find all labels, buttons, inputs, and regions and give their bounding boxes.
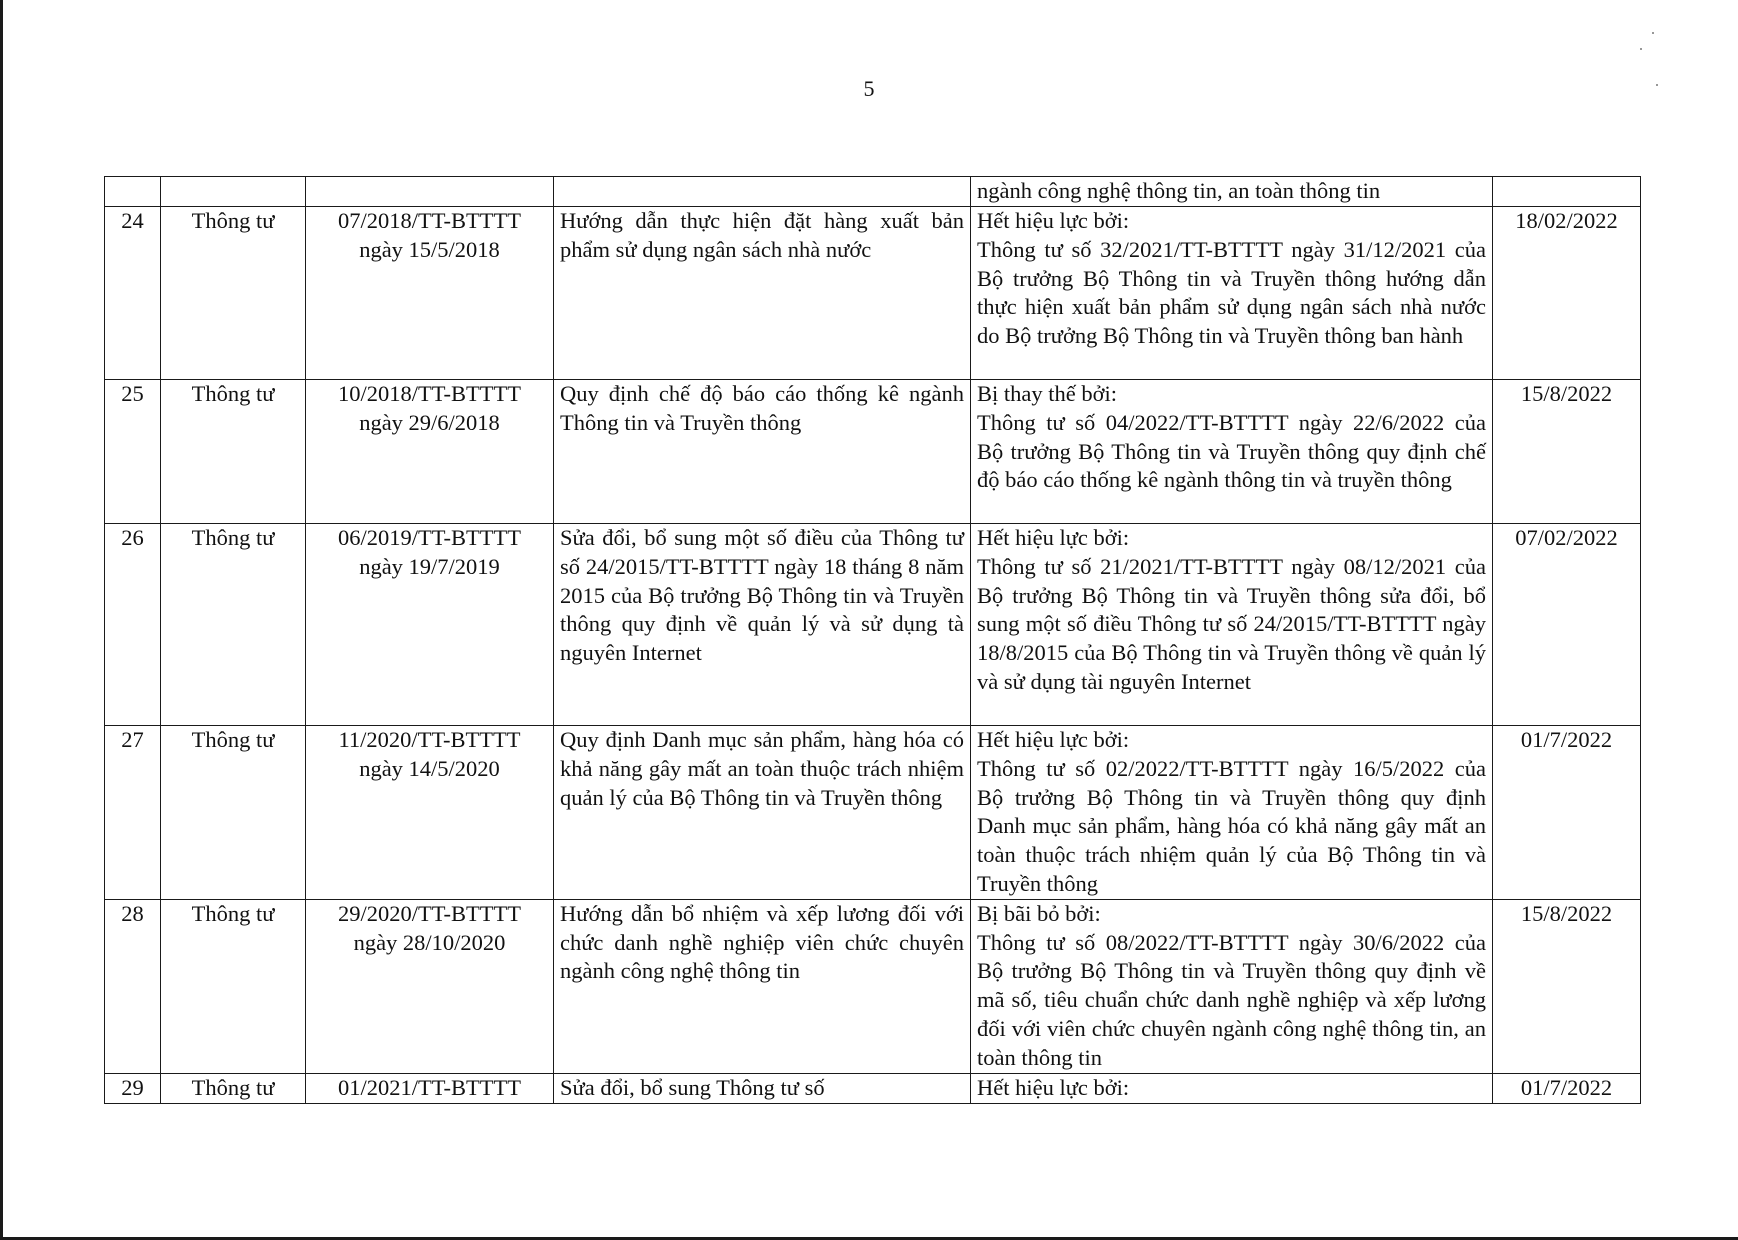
- row-number: 24: [121, 208, 144, 233]
- reason-label: Bị bãi bỏ bởi:: [977, 900, 1101, 926]
- document-title: Quy định chế độ báo cáo thống kê ngành Thông tin và Truyền thông: [560, 381, 964, 435]
- document-type: Thông tư: [191, 727, 275, 752]
- cell-no: [105, 207, 161, 380]
- cell-number: [306, 1073, 554, 1103]
- document-number: 10/2018/TT-BTTTT: [338, 381, 521, 406]
- cell-title: [554, 177, 971, 207]
- table-row: [105, 207, 1641, 380]
- cell-title: [554, 899, 971, 1073]
- cell-type: [161, 899, 306, 1073]
- row-number: 27: [121, 727, 144, 752]
- table-row: [105, 1073, 1641, 1103]
- issue-date: ngày 29/6/2018: [359, 409, 500, 435]
- document-number: 29/2020/TT-BTTTT: [338, 900, 521, 926]
- cell-reason: [971, 726, 1493, 900]
- cell-title: [554, 726, 971, 900]
- reason-label: Bị thay thế bởi:: [977, 381, 1118, 406]
- row-number: 29: [121, 1074, 144, 1100]
- cell-number: [306, 207, 554, 380]
- cell-no: [105, 726, 161, 900]
- reason-text: Thông tư số 08/2022/TT-BTTTT ngày 30/6/2022 của Bộ trưởng Bộ Thông tin và Truyền thông quy định về mã số, tiêu chuẩn chức danh nghề nghiệp và xếp lương đối với viên chức chuyên ngành công nghệ thông tin, an toàn thông tin: [977, 929, 1486, 1070]
- document-type: Thông tư: [191, 900, 275, 926]
- cell-date: [1493, 177, 1641, 207]
- effective-date: 18/02/2022: [1515, 208, 1618, 233]
- cell-number: [306, 899, 554, 1073]
- table-row: [105, 380, 1641, 524]
- cell-type: [161, 726, 306, 900]
- cell-reason: [971, 524, 1493, 726]
- reason-text: Thông tư số 02/2022/TT-BTTTT ngày 16/5/2022 của Bộ trưởng Bộ Thông tin và Truyền thông quy định Danh mục sản phẩm, hàng hóa có khả năng gây mất an toàn thuộc trách nhiệm quản lý của Bộ Thông tin và Truyền thông: [977, 755, 1486, 896]
- cell-title: [554, 207, 971, 380]
- reason-text: Thông tư số 21/2021/TT-BTTTT ngày 08/12/2021 của Bộ trưởng Bộ Thông tin và Truyền thông sửa đổi, bổ sung một số điều Thông tư số 24/2015/TT-BTTTT ngày 18/8/2015 của Bộ Thông tin và Truyền thông về quản lý và sử dụng tài nguyên Internet: [977, 553, 1486, 694]
- reason-label: Hết hiệu lực bởi:: [977, 208, 1130, 233]
- document-title: Sửa đổi, bổ sung Thông tư số: [560, 1074, 825, 1100]
- row-number: 26: [121, 525, 144, 550]
- cell-no: [105, 380, 161, 524]
- cell-type: [161, 524, 306, 726]
- issue-date: ngày 19/7/2019: [359, 553, 500, 579]
- cell-date: [1493, 524, 1641, 726]
- reason-text: Thông tư số 32/2021/TT-BTTTT ngày 31/12/2021 của Bộ trưởng Bộ Thông tin và Truyền thông hướng dẫn thực hiện xuất bản phẩm sử dụng ngân sách nhà nước do Bộ trưởng Bộ Thông tin và Truyền thông ban hành: [977, 236, 1486, 349]
- document-type: Thông tư: [191, 208, 275, 233]
- cell-date: [1493, 726, 1641, 900]
- document-number: 01/2021/TT-BTTTT: [338, 1074, 521, 1100]
- reason-text: Thông tư số 04/2022/TT-BTTTT ngày 22/6/2022 của Bộ trưởng Bộ Thông tin và Truyền thông quy định chế độ báo cáo thống kê ngành thông tin và truyền thông: [977, 409, 1486, 493]
- table-row-continuation: [105, 177, 1641, 207]
- effective-date: 01/7/2022: [1520, 1074, 1613, 1100]
- document-title: Hướng dẫn bổ nhiệm và xếp lương đối với chức danh nghề nghiệp viên chức chuyên ngành công nghệ thông tin: [560, 900, 964, 984]
- issue-date: ngày 15/5/2018: [359, 236, 500, 262]
- cell-date: [1493, 380, 1641, 524]
- effective-date: 15/8/2022: [1520, 381, 1613, 406]
- reason-label: Hết hiệu lực bởi:: [977, 525, 1130, 550]
- cell-reason: [971, 207, 1493, 380]
- issue-date: ngày 14/5/2020: [359, 755, 500, 781]
- cell-number: [306, 177, 554, 207]
- cell-number: [306, 524, 554, 726]
- cell-reason: [971, 380, 1493, 524]
- effective-date: 01/7/2022: [1520, 727, 1613, 752]
- effective-date: 07/02/2022: [1515, 525, 1618, 550]
- cell-no: [105, 1073, 161, 1103]
- document-type: Thông tư: [191, 1074, 275, 1100]
- reason-label: Hết hiệu lực bởi:: [977, 727, 1130, 752]
- document-type: Thông tư: [191, 381, 275, 406]
- cell-no: [105, 524, 161, 726]
- cell-reason: [971, 1073, 1493, 1103]
- legal-documents-table: [104, 176, 1641, 1104]
- issue-date: ngày 28/10/2020: [353, 929, 506, 955]
- cell-title: [554, 380, 971, 524]
- cell-type: [161, 177, 306, 207]
- document-number: 07/2018/TT-BTTTT: [338, 208, 521, 233]
- cell-number: [306, 380, 554, 524]
- cell-date: [1493, 899, 1641, 1073]
- cell-reason: [971, 899, 1493, 1073]
- cell-no: [105, 899, 161, 1073]
- cell-title: [554, 524, 971, 726]
- reason-label: Hết hiệu lực bởi:: [977, 1074, 1130, 1100]
- page-number: 5: [863, 76, 875, 101]
- document-title: Quy định Danh mục sản phẩm, hàng hóa có khả năng gây mất an toàn thuộc trách nhiệm quản lý của Bộ Thông tin và Truyền thông: [560, 727, 964, 810]
- cell-date: [1493, 1073, 1641, 1103]
- document-title: Hướng dẫn thực hiện đặt hàng xuất bản phẩm sử dụng ngân sách nhà nước: [560, 208, 964, 262]
- cell-type: [161, 207, 306, 380]
- cell-title: [554, 1073, 971, 1103]
- cell-type: [161, 380, 306, 524]
- table-row: [105, 726, 1641, 900]
- document-number: 11/2020/TT-BTTTT: [338, 727, 521, 752]
- effective-date: 15/8/2022: [1520, 900, 1613, 926]
- document-number: 06/2019/TT-BTTTT: [338, 525, 521, 550]
- cell-reason-tail: ngành công nghệ thông tin, an toàn thông tin: [971, 177, 1493, 207]
- scan-speck: [1640, 48, 1642, 50]
- table-row: [105, 899, 1641, 1073]
- row-number: 28: [121, 900, 144, 926]
- cell-number: [306, 726, 554, 900]
- scan-speck: [1652, 32, 1654, 34]
- document-title: Sửa đổi, bổ sung một số điều của Thông tư số 24/2015/TT-BTTTT ngày 18 tháng 8 năm 2015 của Bộ trưởng Bộ Thông tin và Truyền thông quy định về quản lý và sử dụng tà nguyên Internet: [560, 525, 964, 666]
- cell-no: [105, 177, 161, 207]
- row-number: 25: [121, 381, 144, 406]
- document-type: Thông tư: [191, 525, 275, 550]
- scan-left-edge: [0, 0, 3, 1240]
- cell-type: [161, 1073, 306, 1103]
- table-row: [105, 524, 1641, 726]
- cell-date: [1493, 207, 1641, 380]
